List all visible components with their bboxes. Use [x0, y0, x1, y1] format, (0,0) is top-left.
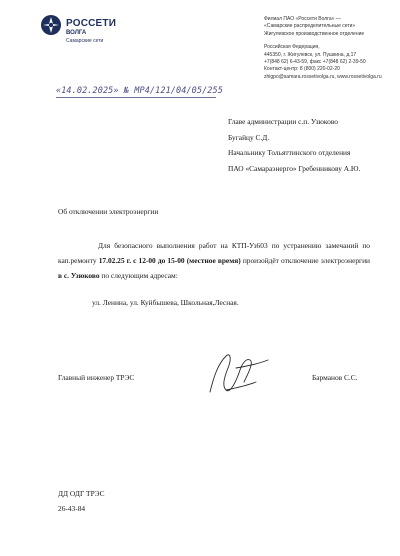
letter-subject: Об отключении электроэнергии — [58, 207, 159, 216]
signatory-name: Барманов С.С. — [312, 373, 358, 382]
organization-header — [264, 16, 396, 81]
org-line-8: zhigpo@samara.rossetivolga.ru, www.rossetivolga.ru — [264, 73, 382, 80]
outage-place: в с. Узюково — [58, 270, 100, 280]
company-logo — [40, 14, 150, 50]
outage-datetime: 17.02.25 г. с 12-00 до 15-00 (местное время) — [98, 255, 241, 265]
org-line-3: Жигулевское производственное отделение — [264, 30, 365, 37]
letter-body — [58, 239, 370, 283]
body-text-a: Для безопасного выполнения работ на КТП-Уз603 по устранению замечаний по кап.ремонту — [58, 241, 370, 265]
body-text-c: по следующим адресам: — [99, 270, 178, 280]
org-line-4: Российская Федерация, — [264, 44, 320, 51]
streets-list: ул. Ленина, ул. Куйбышева, Школьная,Лесная. — [92, 298, 239, 307]
recipient-line-4: ПАО «Самараэнерго» Гребенникову А.Ю. — [228, 163, 361, 173]
body-paragraph — [58, 239, 370, 283]
registration-underline — [56, 97, 216, 98]
recipient-line-3: Начальнику Тольяттинского отделения — [228, 148, 351, 157]
recipient-line-2: Бугайцу С.Д. — [228, 132, 270, 142]
signatory-position: Главный инженер ТРЭС — [58, 373, 135, 382]
logo-brand-name: РОССЕТИ — [66, 18, 117, 29]
logo-region: ВОЛГА — [66, 30, 87, 36]
recipient-line-1: Главе администрации с.п. Узюково — [228, 117, 338, 126]
registration-number: «14.02.2025» № МР4/121/04/05/255 — [56, 86, 223, 96]
recipients-block — [228, 114, 398, 176]
org-line-1: Филиал ПАО «Россети Волга» — — [264, 16, 341, 22]
dispatch-contact — [58, 487, 105, 516]
handwritten-signature — [196, 346, 276, 403]
org-line-2: «Самарские распределительные сети» — [264, 23, 356, 30]
body-text-b: произойдёт отключение электроэнергии — [240, 255, 370, 265]
org-line-7: Контакт-центр: 8 (800) 220-02-20 — [264, 66, 340, 73]
rosseti-emblem-icon — [40, 14, 62, 36]
org-line-5: 445350, г. Жигулевск, ул. Пушкина, д.17 — [264, 51, 357, 58]
dispatch-unit: ДД ОДГ ТРЭС — [58, 489, 105, 498]
org-line-6: +7(848 62) 6-43-59, факс +7(848 62) 2-39-50 — [264, 59, 366, 66]
dispatch-phone: 26-43-84 — [58, 503, 86, 513]
logo-subtitle: Самарские сети — [66, 38, 104, 44]
